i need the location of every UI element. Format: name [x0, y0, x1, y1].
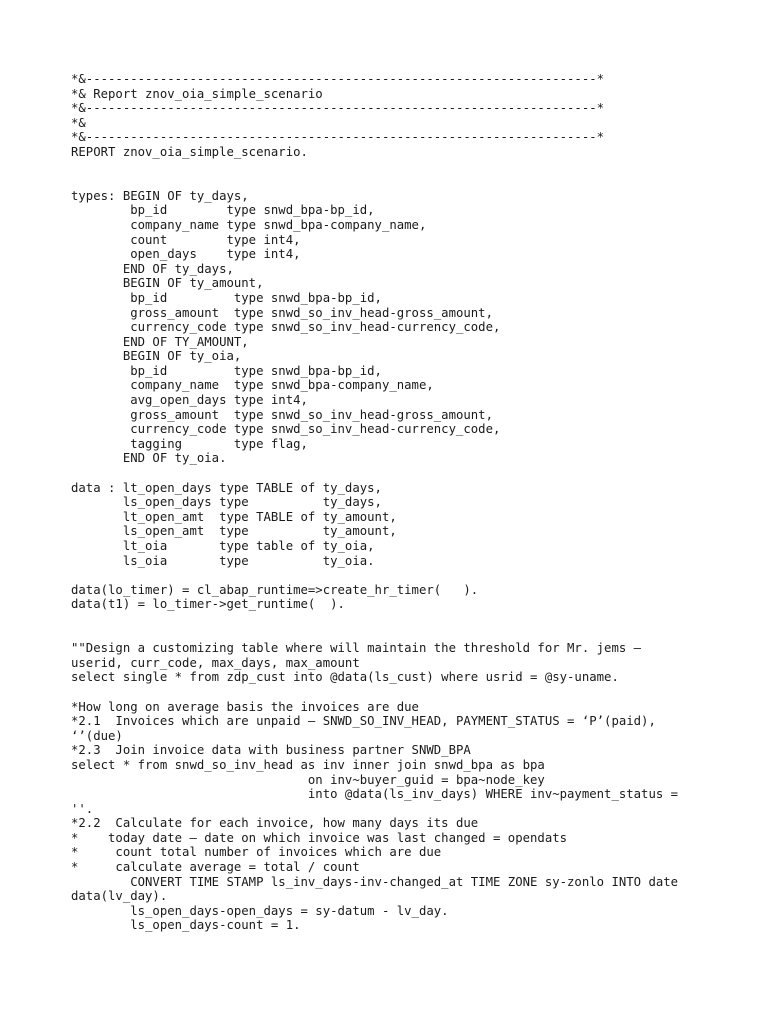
code-line: ‘’(due) [71, 728, 123, 743]
code-line: data(t1) = lo_timer->get_runtime( ). [71, 597, 345, 612]
code-line: data(lv_day). [71, 889, 168, 904]
code-line: ""Design a customizing table where will maintain the threshold for Mr. jems – [71, 641, 642, 656]
code-line: gross_amount type snwd_so_inv_head-gross_amount, [71, 407, 493, 422]
code-line: avg_open_days type int4, [71, 393, 308, 408]
code-line: company_name type snwd_bpa-company_name, [71, 378, 434, 393]
code-line: BEGIN OF ty_amount, [71, 276, 264, 291]
code-line: count type int4, [71, 232, 301, 247]
code-line: lt_open_amt type TABLE of ty_amount, [71, 509, 397, 524]
code-line: currency_code type snwd_so_inv_head-currency_code, [71, 320, 501, 335]
code-line: bp_id type snwd_bpa-bp_id, [71, 203, 375, 218]
code-line: *2.2 Calculate for each invoice, how many days its due [71, 816, 479, 831]
code-line: open_days type int4, [71, 247, 301, 262]
code-line: select * from snwd_so_inv_head as inv inner join snwd_bpa as bpa [71, 757, 545, 772]
code-line: gross_amount type snwd_so_inv_head-gross_amount, [71, 305, 493, 320]
code-line [71, 627, 761, 642]
code-line: ls_open_days type ty_days, [71, 495, 382, 510]
code-line: ls_open_days-count = 1. [71, 918, 301, 933]
code-line: userid, curr_code, max_days, max_amount [71, 655, 360, 670]
code-line: CONVERT TIME STAMP ls_inv_days-inv-changed_at TIME ZONE sy-zonlo INTO date [71, 874, 679, 889]
code-line: bp_id type snwd_bpa-bp_id, [71, 290, 382, 305]
code-line: REPORT znov_oia_simple_scenario. [71, 144, 308, 159]
code-line: ls_open_days-open_days = sy-datum - lv_day. [71, 903, 449, 918]
code-line: *&---------------------------------------------------------------------* [71, 101, 605, 116]
code-line: * count total number of invoices which are due [71, 845, 442, 860]
code-line: data(lo_timer) = cl_abap_runtime=>create_hr_timer( ). [71, 582, 479, 597]
code-line: *& [71, 115, 86, 130]
code-line [71, 568, 761, 583]
code-line: END OF ty_days, [71, 261, 234, 276]
code-line: select single * from zdp_cust into @data(ls_cust) where usrid = @sy-uname. [71, 670, 619, 685]
code-line: into @data(ls_inv_days) WHERE inv~payment_status = [71, 787, 679, 802]
code-line [71, 612, 761, 627]
code-line: bp_id type snwd_bpa-bp_id, [71, 363, 382, 378]
code-line: *2.1 Invoices which are unpaid – SNWD_SO_INV_HEAD, PAYMENT_STATUS = ‘P’(paid), [71, 714, 656, 729]
code-line: tagging type flag, [71, 436, 308, 451]
code-line: END OF TY_AMOUNT, [71, 334, 249, 349]
code-line [71, 466, 761, 481]
code-line: on inv~buyer_guid = bpa~node_key [71, 772, 545, 787]
code-line [71, 685, 761, 700]
code-line: * calculate average = total / count [71, 860, 360, 875]
code-line: company_name type snwd_bpa-company_name, [71, 217, 427, 232]
code-line: *2.3 Join invoice data with business partner SNWD_BPA [71, 743, 471, 758]
code-line: BEGIN OF ty_oia, [71, 349, 242, 364]
code-line: ls_oia type ty_oia. [71, 553, 375, 568]
code-line: * today date – date on which invoice was last changed = opendats [71, 830, 568, 845]
code-line: types: BEGIN OF ty_days, [71, 188, 249, 203]
code-line: data : lt_open_days type TABLE of ty_days, [71, 480, 382, 495]
code-line: *&---------------------------------------------------------------------* [71, 130, 605, 145]
code-line: *& Report znov_oia_simple_scenario [71, 86, 323, 101]
code-line [71, 174, 761, 189]
code-line: ''. [71, 801, 94, 816]
code-line: currency_code type snwd_so_inv_head-currency_code, [71, 422, 501, 437]
code-line: *How long on average basis the invoices are due [71, 699, 419, 714]
code-line: END OF ty_oia. [71, 451, 227, 466]
code-line: ls_open_amt type ty_amount, [71, 524, 397, 539]
code-line [71, 160, 761, 175]
abap-code-listing [71, 72, 761, 933]
code-line: lt_oia type table of ty_oia, [71, 539, 375, 553]
code-line: *&---------------------------------------------------------------------* [71, 72, 605, 86]
